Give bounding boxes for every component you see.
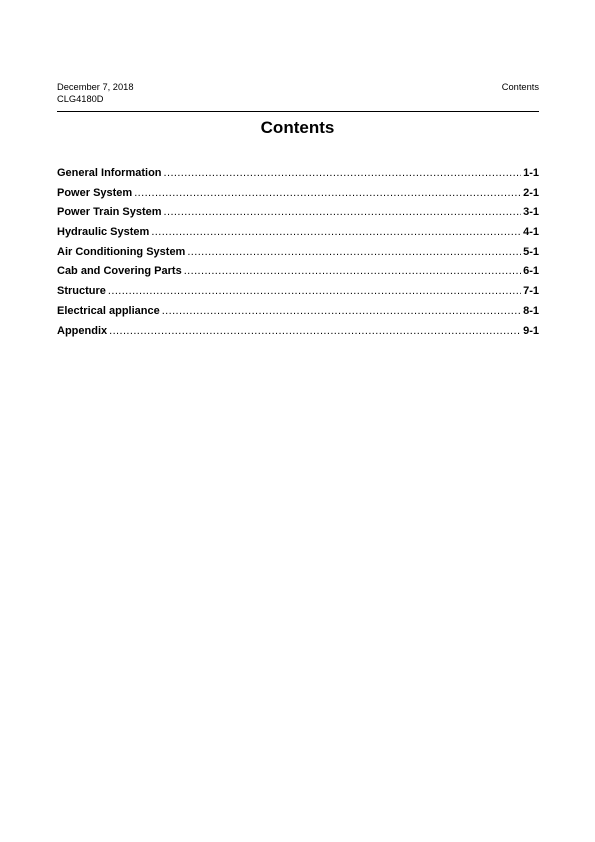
toc-entry-label: Appendix	[57, 324, 108, 337]
toc-entry-air-conditioning-system[interactable]	[57, 246, 539, 266]
toc-entry-label: Hydraulic System	[57, 226, 150, 239]
toc-dot-leader	[151, 226, 521, 239]
toc-entry-page: 1-1	[523, 167, 539, 179]
toc-entry-general-information[interactable]	[57, 167, 539, 187]
header-doc-id: CLG4180D	[57, 94, 104, 104]
header-date: December 7, 2018	[57, 82, 134, 92]
toc-entry-label: Structure	[57, 285, 106, 298]
toc-entry-page: 6-1	[523, 265, 539, 278]
toc-entry-label: Air Conditioning System	[57, 245, 186, 258]
toc-entry-page: 9-1	[523, 324, 539, 337]
toc-entry-label: Power Train System	[57, 206, 162, 219]
toc-dot-leader	[162, 305, 521, 318]
toc-entry-label: Power System	[57, 186, 133, 199]
toc-entry-page: 4-1	[523, 226, 539, 239]
toc-dot-leader	[164, 206, 522, 219]
toc-dot-leader	[134, 187, 521, 200]
toc-entry-appendix[interactable]	[57, 325, 539, 345]
page-header	[57, 81, 539, 112]
toc-entry-label: Electrical appliance	[57, 304, 160, 317]
toc-entry-cab-and-covering-parts[interactable]	[57, 265, 539, 285]
toc-entry-page: 7-1	[523, 285, 539, 298]
toc-dot-leader	[109, 325, 521, 338]
toc-entry-page: 8-1	[523, 304, 539, 317]
toc-entry-page: 2-1	[523, 186, 539, 199]
toc-entry-electrical-appliance[interactable]	[57, 305, 539, 325]
toc-dot-leader	[187, 246, 521, 259]
header-section-title: Contents	[501, 82, 539, 92]
toc-dot-leader	[164, 167, 522, 180]
toc-dot-leader	[184, 265, 521, 278]
header-left-block	[57, 81, 134, 105]
toc-dot-leader	[108, 285, 521, 298]
toc-entry-label: Cab and Covering Parts	[57, 265, 182, 278]
toc-entry-power-system[interactable]	[57, 187, 539, 207]
toc-entry-hydraulic-system[interactable]	[57, 226, 539, 246]
toc-entry-page: 3-1	[523, 206, 539, 219]
page-title: Contents	[260, 118, 335, 137]
toc-entry-structure[interactable]	[57, 285, 539, 305]
toc-entry-label: General Information	[57, 167, 162, 179]
toc-entry-power-train-system[interactable]	[57, 206, 539, 226]
table-of-contents	[57, 167, 539, 344]
toc-entry-page: 5-1	[523, 245, 539, 258]
